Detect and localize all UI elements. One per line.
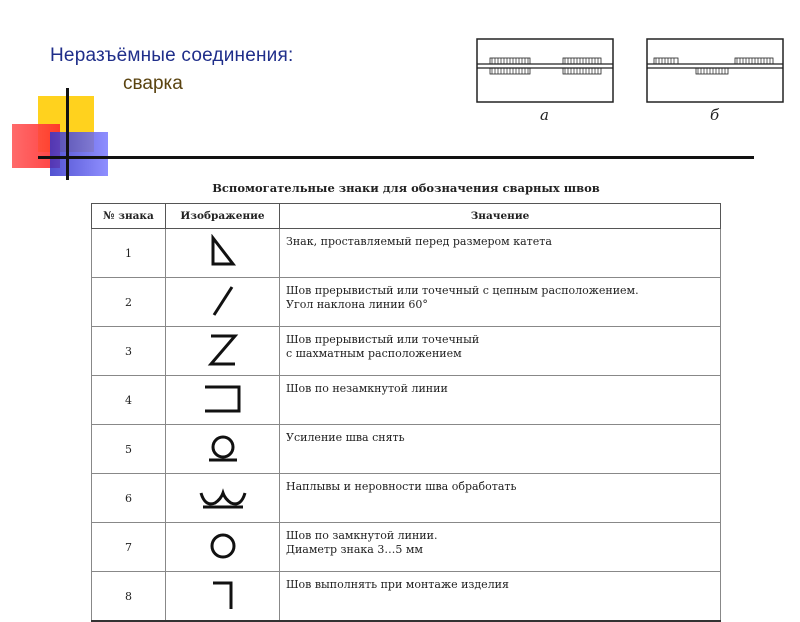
row-meaning: Шов прерывистый или точечный с цепным расположением.	[286, 284, 639, 297]
table-row	[92, 425, 721, 474]
decor-square-blue	[50, 132, 108, 176]
decor-vertical-line	[66, 88, 69, 180]
row-number: 3	[92, 327, 166, 376]
row-meaning-2: Диаметр знака 3…5 мм	[286, 543, 423, 556]
row-number: 4	[92, 376, 166, 425]
figure-a-label: а	[540, 106, 549, 124]
row-number: 2	[92, 278, 166, 327]
slide-subtitle: сварка	[123, 73, 183, 94]
row-meaning: Знак, проставляемый перед размером катета	[286, 235, 552, 248]
table-row	[92, 523, 721, 572]
row-meaning: Усиление шва снять	[286, 431, 405, 444]
row-meaning-2: с шахматным расположением	[286, 347, 462, 360]
row-meaning: Наплывы и неровности шва обработать	[286, 480, 517, 493]
figure-b-label: б	[710, 106, 720, 124]
open-contour-sign-icon	[201, 381, 245, 417]
header-image: Изображение	[166, 204, 280, 229]
row-number: 5	[92, 425, 166, 474]
slide-title: Неразъёмные соединения:	[50, 45, 294, 66]
z-sign-icon	[203, 332, 243, 368]
row-number: 1	[92, 229, 166, 278]
closed-contour-sign-icon	[203, 528, 243, 564]
table-caption: Вспомогательные знаки для обозначения сварных швов	[212, 181, 600, 195]
row-meaning: Шов выполнять при монтаже изделия	[286, 578, 509, 591]
remove-reinforcement-sign-icon	[203, 430, 243, 466]
table-row	[92, 229, 721, 278]
table-header-row	[92, 204, 721, 229]
table-row	[92, 474, 721, 523]
weld-signs-table	[91, 203, 721, 622]
weld-figure-b	[646, 38, 784, 104]
triangle-sign-icon	[203, 234, 243, 270]
smooth-sags-sign-icon	[197, 479, 249, 515]
decor-horizontal-line	[38, 156, 754, 159]
table-row	[92, 327, 721, 376]
row-meaning: Шов по замкнутой линии.	[286, 529, 438, 542]
row-meaning: Шов по незамкнутой линии	[286, 382, 448, 395]
slash-sign-icon	[203, 283, 243, 319]
weld-figure-a	[476, 38, 614, 104]
row-number: 8	[92, 572, 166, 622]
field-weld-sign-icon	[203, 577, 243, 613]
row-number: 7	[92, 523, 166, 572]
header-number: № знака	[92, 204, 166, 229]
table-row	[92, 572, 721, 622]
header-meaning: Значение	[280, 204, 721, 229]
row-meaning: Шов прерывистый или точечный	[286, 333, 480, 346]
row-number: 6	[92, 474, 166, 523]
row-meaning-2: Угол наклона линии 60°	[286, 298, 428, 311]
table-row	[92, 376, 721, 425]
table-row	[92, 278, 721, 327]
